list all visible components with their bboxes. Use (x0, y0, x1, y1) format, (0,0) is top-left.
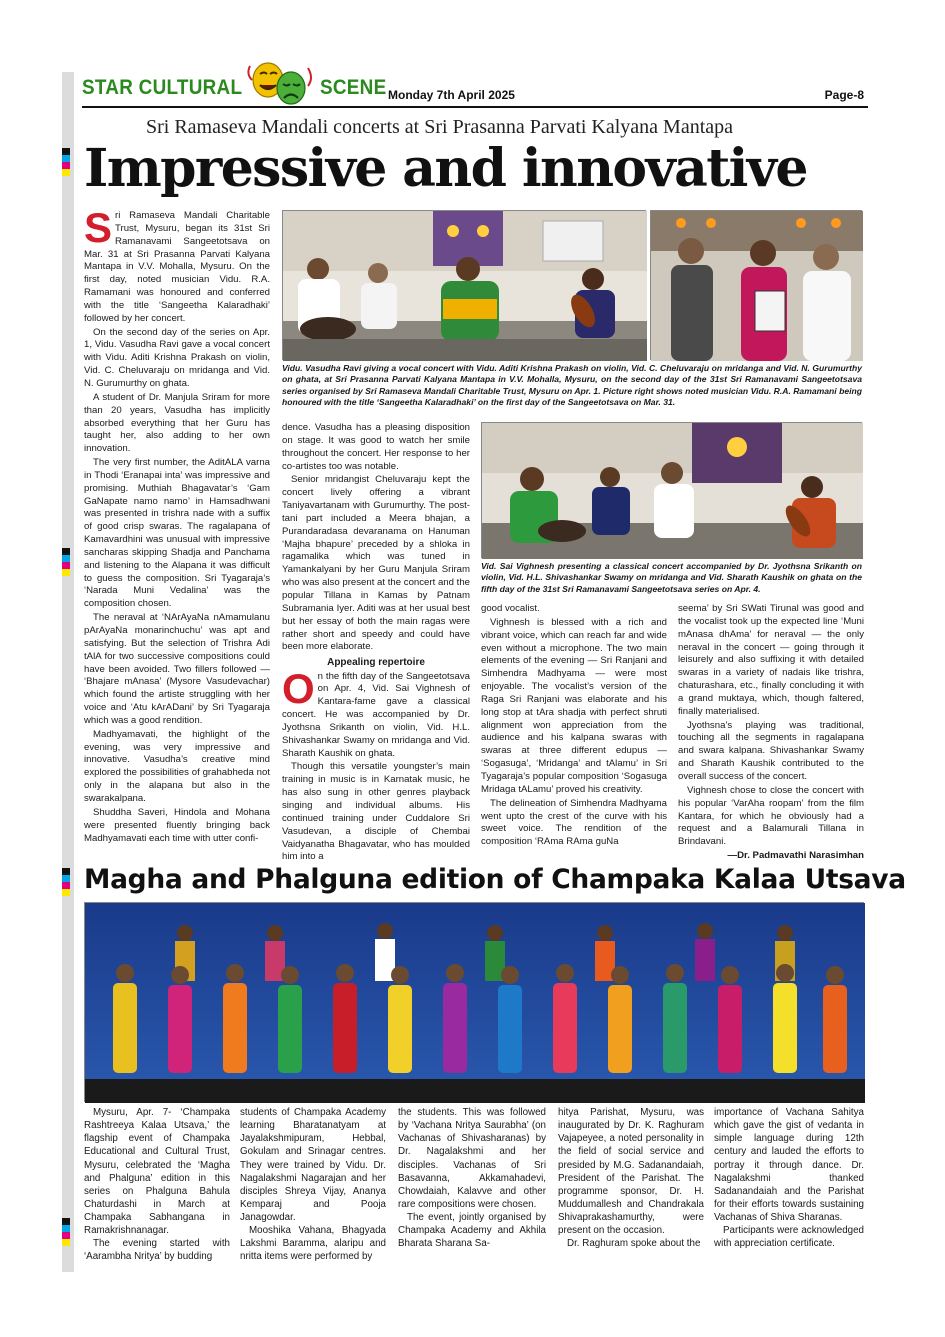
paragraph: On the second day of the series on Apr. 1, Vidu. Vasudha Ravi gave a vocal concert with Vidu. Aditi Krishna Prakash on violin, Vid. C. Cheluvaraju on mridanga and Vid. N. Gurumurthy on ghata. (84, 326, 270, 389)
masthead-title: STAR CULTURAL (82, 76, 243, 99)
article-column-3 (481, 603, 667, 863)
article-column-4 (678, 603, 864, 865)
paragraph: Mooshika Vahana, Bhagyada Lakshmi Baramma, alaripu and nritta items were performed by (240, 1225, 386, 1263)
article-column-1 (84, 204, 270, 850)
paragraph: seema’ by Sri SWati Tirunal was good and the vocalist took up the expected line ‘Muni mAnasa dhAma’ for neraval — the only neraval in the concert — going through it leisurely and also suffixing it with detailed swaras in a variety of nadais like trishra, chaturashara, etc., finally concluding it with a grand muktaya, which, though faltered, finally materialised. (678, 603, 864, 717)
article2-column-2 (240, 1106, 386, 1266)
paragraph: Vighnesh chose to close the concert with his popular ‘VarAha roopam’ from the film Kantara, for which he obviously had a request and a Balamurali Tillana in Brindavani. (678, 784, 864, 848)
concert-photo-vasudha (282, 210, 646, 360)
issue-date: Monday 7th April 2025 (388, 88, 515, 102)
concert-photo-vighnesh (481, 422, 862, 558)
photo-caption: Vidu. Vasudha Ravi giving a vocal concert with Vidu. Aditi Krishna Prakash on violin, Vid. C. Cheluvaraju on mridanga and Vid. N. Gurumurthy on ghata, at Sri Prasanna Parvati Kalyana Mantapa in V.V. Mohalla, Mysuru, on the second day of the 31st Sri Ramanavami Sangeetotsava series organised by Sri Ramaseva Mandali Charitable Trust, Mysuru on Apr. 1. Picture right shows noted musician Vidu. R.A. Ramamani being honoured with the title ‘Sangeetha Kalaradhaki’ on the first day of the Sangeetotsava on Mar. 31. (282, 363, 862, 408)
masthead (82, 72, 868, 108)
article-column-2 (282, 422, 470, 863)
paragraph: n the fifth day of the Sangeetotsava on Apr. 4, Vid. Sai Vighnesh of Kantara-fame gave a classical concert. He was accompanied by Dr. Jyothsna Srikanth on violin, Vid. H.L. Shivashankar Swamy on mridanga and Vid. Sharath Kaushik on ghata. (282, 670, 470, 759)
article2-column-4 (558, 1106, 704, 1266)
drop-cap: O (282, 664, 315, 712)
page-number: Page-8 (824, 88, 864, 102)
masthead-title-scene: SCENE (320, 76, 387, 99)
paragraph: hitya Parishat, Mysuru, was inaugurated by Dr. K. Raghuram Vajapeyee, a noted personality in the field of social service and presided by M.G. Sadanandaiah, President of the Parishat. The programme sponsor, Dr. H. Muddumallesh and Chandrakala Shivaprakashamurthy, were present on the occasion. (558, 1107, 704, 1237)
paragraph: Participants were acknowledged with appreciation certificate. (714, 1225, 864, 1250)
paragraph: The delineation of Simhendra Madhyama went upto the crest of the curve with his sweet voice. The rendition of the composition ‘RAma RAma guNa (481, 797, 667, 848)
paragraph: students of Champaka Academy learning Bharatanatyam at Jayalakshmipuram, Hebbal, Gokulam and Srinagar centres. They were trained by Vidu. Dr. Nagalakshmi Nagarajan and her disciples Shreya Vijay, Ananya Kemparaj and Pooja Janagowdar. (240, 1107, 386, 1223)
paragraph: Vighnesh is blessed with a rich and vibrant voice, which can reach far and wide even without a microphone. The two main elements of the evening — Sri Ranjani and Simhendra Madhyama — were most enjoyable. The vocalist’s version of the Raga Sri Ranjani was elaborate and his long stop at tAra shadja with perfect shruti alignment won appreciation from the audience and his kalpana swaras with swaras at three different edupus — ‘Sogasuga’, ‘Mridanga’ and tAlamu’ in Sri Tyagaraja’s popular composition ‘Sogasuga Mridaga tALamu’ proved his creativity. (481, 616, 667, 795)
paragraph: The evening started with ‘Aarambha Nritya’ by budding (84, 1238, 230, 1263)
margin-strip (62, 72, 74, 1272)
paragraph: Shuddha Saveri, Hindola and Mohana were presented fluently bringing back Madhyamavati each time with utter confi- (84, 806, 270, 844)
paragraph: importance of Vachana Sahitya which gave the gist of vedanta in simple language during 12th century and lauded the efforts to portray it through dance. Dr. Nagalakshmi thanked Sadanandaiah and the Parishat for their efforts towards sustaining Vachanas of Shiva Sharanas. (714, 1107, 864, 1223)
paragraph: ri Ramaseva Mandali Charitable Trust, Mysuru, began its 31st Sri Ramanavami Sangeetotsava on Mar. 31 at Sri Prasanna Parvati Kalyana Mantapa in V.V. Mohalla, Mysuru. On the first day, noted musician Vidu. R.A. Ramamani was honoured and conferred with the title ‘Sangeetha Kalaradhaki’ followed by her concert. (84, 210, 270, 324)
article-kicker: Sri Ramaseva Mandali concerts at Sri Prasanna Parvati Kalyana Mantapa (146, 116, 734, 138)
drop-cap: S (84, 204, 113, 251)
cmyk-registration-mark (62, 548, 70, 576)
cmyk-registration-mark (62, 148, 70, 176)
paragraph: Mysuru, Apr. 7- ‘Champaka Rashtreeya Kalaa Utsava,’ the flagship event of Champaka Educational and Cultural Trust, Mysuru, celebrated the ‘Magha and Phalguna’ edition in this series on Phalguna Bahula Chaturdashi in March at Champaka Sabhangana in Ramakrishnanagar. (84, 1107, 230, 1237)
paragraph: Madhyamavati, the highlight of the evening, was very impressive and innovative. Vasudha’s creative mind explored the possibilities of grahabheda not only in the alapana but also in the swarakalpana. (84, 728, 270, 804)
paragraph: Jyothsna’s playing was traditional, touching all the segments in ragalapana and swara kalpana. Shivashankar Swamy and Sharath Kaushik contributed to the overall success of the concert. (678, 719, 864, 782)
paragraph: Though this versatile youngster’s main training in music is in Karnatak music, he has also sung in other genres playback singing and individual albums. His continued training under Cuddalore Sri Vasudevan, a disciple of Chembai Vaidyanatha Bhagavatar, who has moulded him into a (282, 761, 470, 863)
paragraph: good vocalist. (481, 603, 540, 614)
cmyk-registration-mark (62, 1218, 70, 1246)
article2-column-5 (714, 1106, 864, 1266)
article2-column-3 (398, 1106, 546, 1266)
paragraph: A student of Dr. Manjula Sriram for more than 20 years, Vasudha has implicitly absorbed everything that her Guru has taught her, also adding to her own innovation. (84, 391, 270, 455)
paragraph: The neraval at ‘NArAyaNa nAmamulanu pArAyaNa monarinchuchu’ was apt and satisfying. But the selection of Trishra Adi tAlA for two successive compositions could have been avoided. Two fillers followed — ‘Bhajare mAnasa’ (Mysore Vasudevachar) which found the artiste struggling with her voice and ‘Atu kArADani’ by Sri Tyagaraja which was a good rendition. (84, 612, 270, 726)
cmyk-registration-mark (62, 868, 70, 896)
dance-group-photo (84, 902, 864, 1102)
paragraph: the students. This was followed by ‘Vachana Nritya Saurabha’ (on Vachanas of Shivasharanas) by Dr. Nagalakshmi and her disciples. Vachanas of Sri Basavanna, Akkamahadevi, Chowdaiah, Kalavve and other rare compositions were chosen. (398, 1107, 546, 1210)
honouring-photo-ramamani (650, 210, 862, 360)
photo-caption: Vid. Sai Vighnesh presenting a classical concert accompanied by Dr. Jyothsna Srikanth on violin, Vid. H.L. Shivashankar Swamy on mridanga and Vid. Sharath Kaushik on ghata on the fifth day of the 31st Sri Ramanavami Sangeetotsava series on Apr. 4. (481, 561, 862, 594)
paragraph: The event, jointly organised by Champaka Academy and Akhila Bharata Sharana Sa- (398, 1212, 546, 1250)
article-headline-2: Magha and Phalguna edition of Champaka Kalaa Utsava (84, 864, 906, 895)
paragraph: dence. Vasudha has a pleasing disposition on stage. It was good to watch her smile throughout the concert. Her response to her co-artistes too was notable. (282, 422, 470, 472)
paragraph: The very first number, the AditALA varna in Thodi ‘Eranapai inta’ was impressive and promising. Muthiah Bhagavatar’s ‘Gam GaNapate namo namo’ in Hamsadhwani was presented in trishra nade with a suffix of good crisp swaras. The ragalapana of Kamavardhini was unusual with impressive sancharas skipping Shadja and Panchama and listening to the Alapana it was difficult to guess the composition. Sri Tyagaraja’s ‘Narada Muni Vedalina’ was the composition chosen. (84, 457, 270, 610)
byline: —Dr. Padmavathi Narasimhan (727, 850, 864, 862)
subheading: Appealing repertoire (327, 657, 425, 669)
theatre-masks-icon (242, 60, 318, 108)
article2-column-1 (84, 1106, 230, 1266)
paragraph: Dr. Raghuram spoke about the (567, 1238, 701, 1250)
paragraph: Senior mridangist Cheluvaraju kept the concert lively offering a vibrant Taniyavartanam with Gurumurthy. The post-tani part included a Meera bhajan, a Purandaradasa devaranama on Hanuman ‘Majha bhapure’ preceded by a shloka in ragamalika which was tuned in Yamankalyani by her Guru Manjula Sriram who was also present at the concert and the popular Tillana in Kamas by Patnam Subramania Iyer. Aditi was at her usual best but her essay of both the main ragas were rather short and speedy and could have been more elaborate. (282, 474, 470, 653)
article-headline: Impressive and innovative (84, 138, 807, 199)
